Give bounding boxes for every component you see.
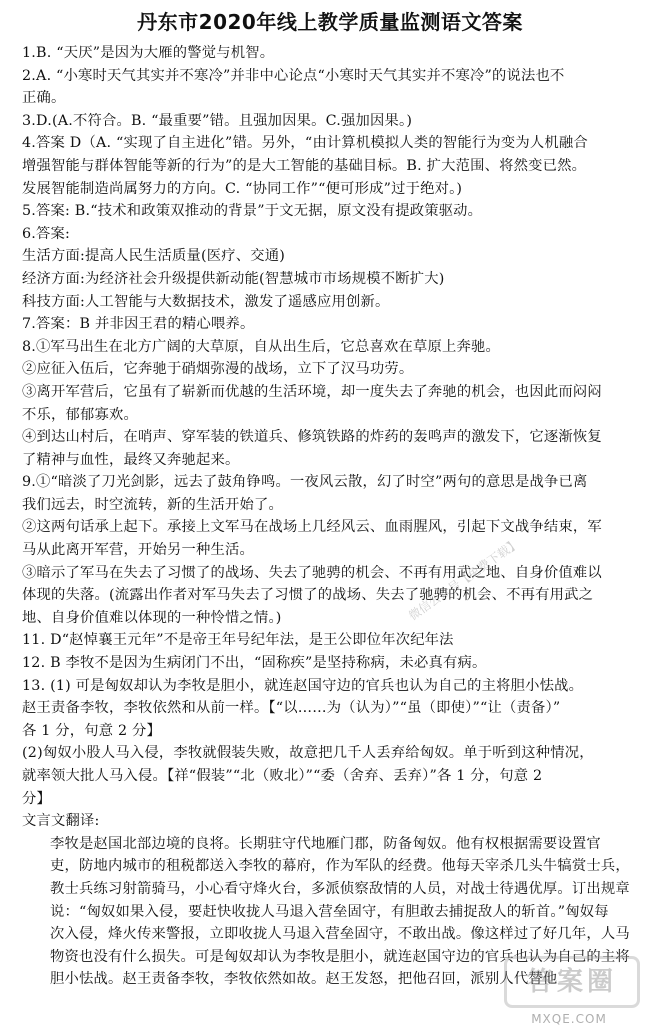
text-line: 1.B. “天厌”是因为大雁的警觉与机智。 [22,45,275,61]
text-line: ②这两句话承上起下。承接上文军马在战场上几经风云、血雨腥风，引起下文战争结束，军 [22,519,602,536]
text-line: 地、自身价值难以体现的一种怜惜之情。) [22,609,282,626]
text-line: 文言文翻译: [22,813,100,830]
text-line: (2)匈奴小股人马入侵，李牧就假装失败，故意把几千人丢弃给匈奴。单于听到这种情况， [22,745,594,762]
text-line: 生活方面:提高人民生活质量(医疗、交通) [22,248,286,265]
text-line: 科技方面:人工智能与大数据技术，激发了遥感应用创新。 [22,293,390,310]
text-line: 就率领大批人马入侵。【祥“假装”“北（败北）”“委（舍弃、丢弃）”各 1 分，句意 2 [22,768,543,784]
answer-body [22,42,638,991]
text-line: 8.①军马出生在北方广阔的大草原，自从出生后，它总喜欢在草原上奔驰。 [22,338,500,355]
text-line: 3.D.(A.不符合。B. “最重要”错。且强加因果。C.强加因果。) [22,112,413,129]
text-line: 增强智能与群体智能等新的行为”的是大工智能的基础目标。B. 扩大范围、将然变已然。 [22,157,587,174]
text-line: ③暗示了军马在失去了习惯了的战场、失去了驰骋的机会、不再有用武之地、自身价值难以 [22,564,602,581]
text-line: 赵王责备李牧，李牧依然和从前一样。【“以……为（认为）”“虽（即使）”“让（责备）” [22,700,561,717]
text-line: 胆小怯战。赵王责备李牧，李牧依然如故。赵王发怒，把他召回，派别人代替他 [50,971,558,988]
watermark-text: 微信公众号【免费下载】 [406,535,523,624]
text-line: 了精神与血性，最终又奔驰起来。 [22,451,240,468]
text-line: 9.①“暗淡了刀光剑影，远去了鼓角铮鸣。一夜风云散，幻了时空”两句的意思是战争已离 [22,474,588,491]
text-line: 物资也没有什么损失。可是匈奴却认为李牧是胆小，就连赵国守边的官兵也认为自己的主将 [50,948,630,965]
text-line: 4.答案 D（A. “实现了自主进化”错。另外，“由计算机模拟人类的智能行为变为人机融合 [22,135,588,152]
text-line: 6.答案: [22,225,71,242]
text-line: 7.答案：B 并非因王君的精心喂养。 [22,316,255,333]
text-line: 体现的失落。(流露出作者对军马失去了习惯了的战场、失去了驰骋的机会、不再有用武之 [22,587,594,604]
text-line: 正确。 [22,90,66,107]
text-line: 教士兵练习射箭骑马，小心看守烽火台，多派侦察敌情的人员，对战士待遇优厚。订出规章 [50,880,630,897]
text-line: 李牧是赵国北部边境的良将。长期驻守代地雁门郡，防备匈奴。他有权根据需要设置官 [50,835,601,852]
text-line: 12. B 李牧不是因为生病闭门不出，“固称疾”是坚持称病，未必真有病。 [22,655,487,672]
text-line: ③离开军营后，它虽有了崭新而优越的生活环境，却一度失去了奔驰的机会，也因此而闷闷 [22,383,602,400]
text-line: 分】 [22,790,51,807]
text-line: 5.答案: B.“技术和政策双推动的背景”于文无据，原文没有提政策驱动。 [22,203,483,220]
document-title: 丹东市2020年线上教学质量监测语文答案 [137,10,523,34]
text-line: 经济方面:为经济社会升级提供新动能(智慧城市市场规模不断扩大) [22,270,445,287]
text-line: 马从此离开军营，开始另一种生活。 [22,542,254,559]
text-line: 说：“匈奴如果入侵，要赶快收拢人马退入营垒固守，有胆敢去捕捉敌人的斩首。”匈奴每 [50,903,609,920]
text-line: 13. (1) 可是匈奴却认为李牧是胆小，就连赵国守边的官兵也认为自己的主将胆小怯战。 [22,677,584,694]
text-line: 11. D“赵悼襄王元年”不是帝王年号纪年法，是王公即位年次纪年法 [22,632,454,649]
text-line: 发展智能制造尚属努力的方向。C. “协同工作”“便可形成”过于绝对。) [22,180,463,197]
logo-text: MXQE.COM [531,1012,607,1026]
logo-mark: 答案圈 [504,956,640,1008]
text-line: 各 1 分，句意 2 分】 [22,722,162,739]
text-line: ④到达山村后，在哨声、穿军装的铁道兵、修筑铁路的炸药的轰鸣声的激发下，它逐渐恢复 [22,429,602,446]
text-line: 我们远去，时空流转，新的生活开始了。 [22,496,283,513]
text-line: 2.A. “小寒时天气其实并不寒冷”并非中心论点“小寒时天气其实并不寒冷”的说法也不 [22,67,565,84]
text-line: 吏，防地内城市的租税都送入李牧的幕府，作为军队的经费。他每天宰杀几头牛犒赏士兵， [50,858,630,875]
text-line: 次入侵，烽火传来警报，立即收拢人马退入营垒固守，不敢出战。像这样过了好几年，人马 [50,926,630,943]
text-line: ②应征入伍后，它奔驰于硝烟弥漫的战场，立下了汉马功劳。 [22,361,414,378]
text-line: 不乐，郁郁寡欢。 [22,406,138,423]
